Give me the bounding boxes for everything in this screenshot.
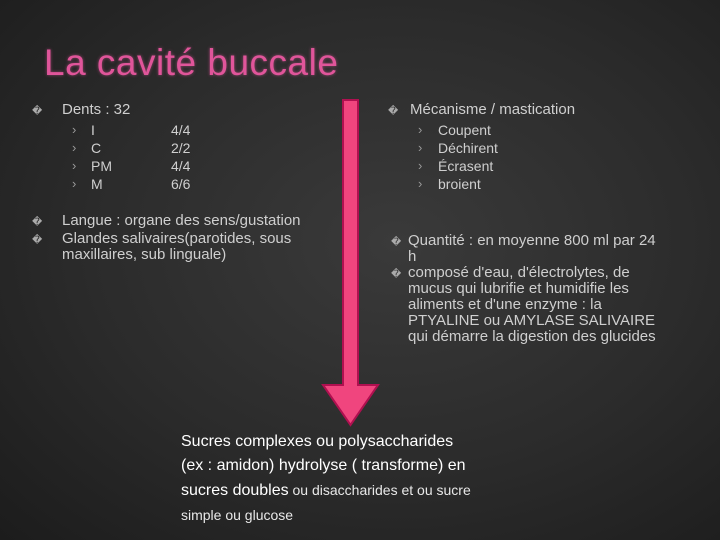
bottom-line1: Sucres complexes ou polysaccharides [181,433,454,450]
bullet-icon: � [391,237,402,248]
tooth-value: 2/2 [171,140,191,156]
chevron-right-icon: › [72,158,77,173]
action-item: Coupent [438,122,491,138]
chevron-right-icon: › [72,176,77,191]
bullet-icon: � [391,269,402,280]
compose-line: composé d'eau, d'électrolytes, de [408,264,630,281]
chevron-right-icon: › [72,122,77,137]
compose-line: qui démarre la digestion des glucides [408,328,656,345]
bottom-line3-rest: ou disaccharides et ou sucre [288,482,471,498]
bottom-line3-main: sucres doubles [181,482,289,499]
tooth-name: C [91,140,102,156]
chevron-right-icon: › [418,158,423,173]
glandes-text-line1: Glandes salivaires(parotides, sous [62,230,292,247]
chevron-right-icon: › [418,122,423,137]
dents-text: Dents : 32 [62,101,131,118]
slide-title: La cavité buccale [44,42,339,83]
bullet-icon: � [32,217,43,228]
tooth-name: M [91,176,103,192]
bullet-icon: � [32,235,43,246]
action-item: broient [438,176,481,192]
chevron-right-icon: › [72,140,77,155]
mecanisme-text: Mécanisme / mastication [410,101,576,118]
compose-line: PTYALINE ou AMYLASE SALIVAIRE [408,312,656,329]
chevron-right-icon: › [418,140,423,155]
action-item: Déchirent [438,140,498,156]
bottom-line4: simple ou glucose [181,507,294,523]
tooth-value: 4/4 [171,158,191,174]
bottom-explanation [181,430,561,527]
quantite-line2: h [408,248,417,265]
tooth-value: 6/6 [171,176,191,192]
compose-line: mucus qui lubrifie et humidifie les [408,280,629,297]
bullet-icon: � [32,106,43,117]
langue-text: Langue : organe des sens/gustation [62,212,301,229]
tooth-name: I [91,122,95,138]
bottom-line3 [181,478,561,503]
bullet-icon: � [388,106,399,117]
quantite-line1: Quantité : en moyenne 800 ml par 24 [408,232,656,249]
bottom-line2: (ex : amidon) hydrolyse ( transforme) en [181,457,466,474]
compose-line: aliments et d'une enzyme : la [408,296,602,313]
chevron-right-icon: › [418,176,423,191]
tooth-value: 4/4 [171,122,191,138]
tooth-name: PM [91,158,112,174]
action-item: Écrasent [438,158,494,174]
glandes-text-line2: maxillaires, sub linguale) [62,246,227,263]
